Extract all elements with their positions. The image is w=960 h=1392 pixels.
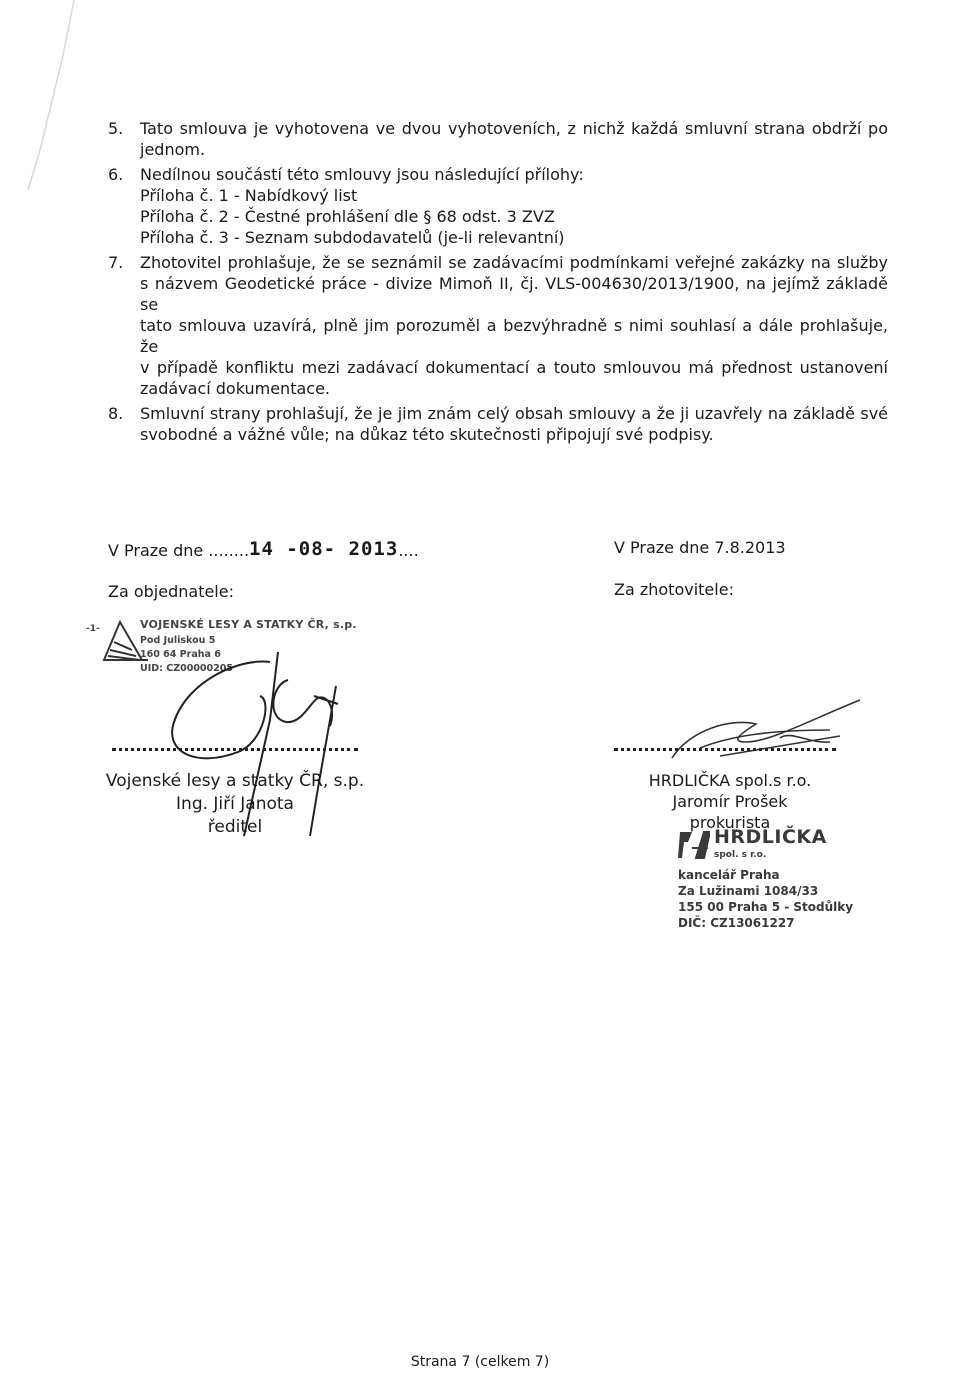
- clause-line: zadávací dokumentace.: [140, 379, 330, 398]
- clause-text: [140, 252, 888, 399]
- clause-text: [140, 118, 888, 160]
- stamp-uid: UID: CZ00000205: [140, 663, 233, 674]
- clause-line: Příloha č. 1 - Nabídkový list: [140, 186, 358, 205]
- contractor-signature-line: [614, 748, 836, 751]
- clause-line: Příloha č. 2 - Čestné prohlášení dle § 68 odst. 3 ZVZ: [140, 207, 555, 226]
- left-place-date: V Praze dne ........14 -08- 2013....: [108, 538, 419, 560]
- page-footer: Strana 7 (celkem 7): [410, 1354, 550, 1370]
- contractor-signature-icon: [660, 690, 870, 770]
- stamp-subtitle: spol. s r.o.: [714, 850, 767, 860]
- clause-text: [140, 403, 888, 445]
- clause-line: jednom.: [140, 140, 206, 159]
- stamp-office: kancelář Praha: [678, 868, 780, 882]
- clause-6: [108, 164, 888, 248]
- clause-line: v případě konfliktu mezi zadávací dokumentací a touto smlouvou má přednost ustanovení: [140, 358, 888, 377]
- stamp-street: Pod Juliskou 5: [140, 635, 216, 646]
- contractor-signatory: [620, 770, 840, 833]
- stamp-city: 160 64 Praha 6: [140, 649, 221, 660]
- clause-7: [108, 252, 888, 399]
- stamp-mark: -1-: [86, 624, 100, 634]
- client-person: Ing. Jiří Janota: [176, 794, 294, 814]
- contractor-person: Jaromír Prošek: [672, 792, 788, 811]
- client-org: Vojenské lesy a statky ČR, s.p.: [105, 771, 365, 791]
- contractor-stamp: [678, 826, 868, 936]
- stamp-org-name: VOJENSKÉ LESY A STATKY ČR, s.p.: [140, 618, 357, 631]
- contractor-role: prokurista: [689, 813, 771, 832]
- clause-line: Smluvní strany prohlašují, že je jim znám celý obsah smlouvy a že ji uzavřely na základě své: [140, 404, 888, 423]
- clause-line: Nedílnou součástí této smlouvy jsou následující přílohy:: [140, 165, 584, 184]
- clause-number: 7.: [108, 253, 124, 272]
- date-stamp: 14 -08- 2013: [249, 538, 399, 560]
- clause-number: 6.: [108, 165, 124, 184]
- stamp-brand: HRDLIČKA: [714, 826, 827, 848]
- clause-text: [140, 164, 888, 248]
- clause-number: 5.: [108, 119, 124, 138]
- clause-line: Příloha č. 3 - Seznam subdodavatelů (je-li relevantní): [140, 228, 565, 247]
- client-signatory: [100, 770, 370, 839]
- clause-8: [108, 403, 888, 445]
- clause-line: tato smlouva uzavírá, plně jim porozuměl a bezvýhradně s nimi souhlasí a dále prohlašuje, že: [140, 316, 888, 356]
- client-label: Za objednatele:: [108, 582, 234, 601]
- scan-edge-line: [22, 0, 82, 190]
- hrdlicka-logo-icon: [678, 828, 710, 860]
- clause-number: 8.: [108, 404, 124, 423]
- contractor-label: Za zhotovitele:: [614, 580, 734, 599]
- stamp-city: 155 00 Praha 5 - Stodůlky: [678, 900, 854, 914]
- client-role: ředitel: [207, 817, 263, 837]
- clause-line: svobodné a vážné vůle; na důkaz této skutečnosti připojují své podpisy.: [140, 425, 714, 444]
- client-signature-line: [112, 748, 358, 751]
- right-place-date: V Praze dne 7.8.2013: [614, 538, 786, 557]
- contractor-org: HRDLIČKA spol.s r.o.: [648, 771, 812, 790]
- clause-line: s názvem Geodetické práce - divize Mimoň II, čj. VLS-004630/2013/1900, na jejímž základě se: [140, 274, 888, 314]
- contract-clauses: [108, 118, 888, 449]
- clause-line: Tato smlouva je vyhotovena ve dvou vyhotoveních, z nichž každá smluvní strana obdrží po: [140, 119, 888, 138]
- clause-5: [108, 118, 888, 160]
- stamp-street: Za Lužinami 1084/33: [678, 884, 819, 898]
- stamp-vat: DIČ: CZ13061227: [678, 916, 795, 930]
- clause-line: Zhotovitel prohlašuje, že se seznámil se zadávacími podmínkami veřejné zakázky na služby: [140, 253, 888, 272]
